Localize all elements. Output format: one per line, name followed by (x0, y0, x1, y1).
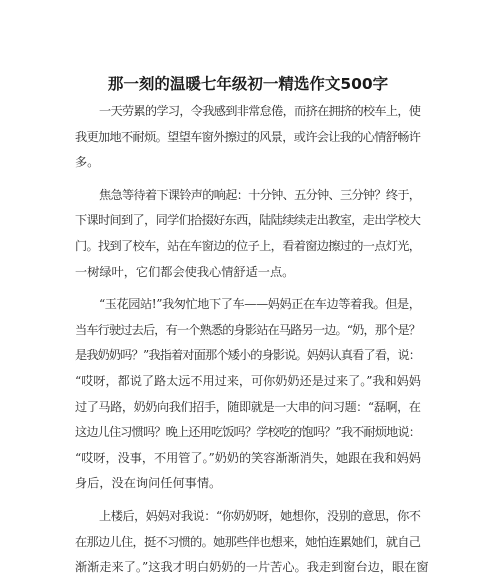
text-line: “玉花园站!”我匆忙地下了车——妈妈正在车边等着我。但是， (99, 297, 421, 312)
text-line: 当车行驶过去后，有一个熟悉的身影站在马路另一边。“奶，那个是？ (75, 322, 421, 337)
text-line: 上楼后，妈妈对我说：“你奶奶呀，她想你，没别的意思，你不 (99, 508, 421, 523)
text-line: 焦急等待着下课铃声的响起：十分钟、五分钟、三分钟？终于， (99, 187, 421, 202)
text-line: 一天劳累的学习，令我感到非常怠倦，而挤在拥挤的校车上，使 (99, 104, 421, 118)
text-line: 渐渐走来了。”这我才明白奶奶的一片苦心。我走到窗台边，眼在窗 (75, 560, 429, 575)
text-line: 下课时间到了，同学们拾掇好东西，陆陆续续走出教室，走出学校大 (75, 213, 421, 228)
paragraph (75, 292, 421, 497)
text-line: 多。 (75, 155, 100, 170)
text-line: 过了马路，奶奶向我们招手，随即就是一大串的问习题：“磊啊，在 (75, 399, 421, 414)
paragraph (75, 183, 421, 285)
text-line: 门。找到了校车，站在车窗边的位子上，看着窗边擦过的一点灯光， (75, 238, 421, 253)
text-line: 一树绿叶，它们都会使我心情舒适一点。 (75, 264, 295, 279)
text-line: 身后，没在询问任何事情。 (75, 476, 222, 491)
text-line: 我更加地不耐烦。望望车窗外擦过的风景，或许会让我的心情舒畅许 (75, 129, 421, 144)
paragraph (75, 504, 429, 581)
text-line: 是我奶奶吗？”我指着对面那个矮小的身影说。妈妈认真看了看，说： (75, 348, 421, 363)
document-body (75, 99, 429, 588)
text-line: “哎呀，都说了路太远不用过来，可你奶奶还是过来了。”我和妈妈 (75, 373, 421, 388)
text-line: “哎呀，没事，不用管了。”奶奶的笑容渐渐消失，她跟在我和妈妈 (75, 450, 421, 465)
paragraph (75, 99, 421, 176)
document-title: 那一刻的温暖七年级初一精选作文500字 (107, 75, 389, 93)
text-line: 这边儿住习惯吗？晚上还用吃饭吗？学校吃的饱吗？”我不耐烦地说： (75, 425, 421, 440)
text-line: 在那边儿住，挺不习惯的。她那些伴也想来，她怕连累她们，就自己 (75, 534, 421, 549)
